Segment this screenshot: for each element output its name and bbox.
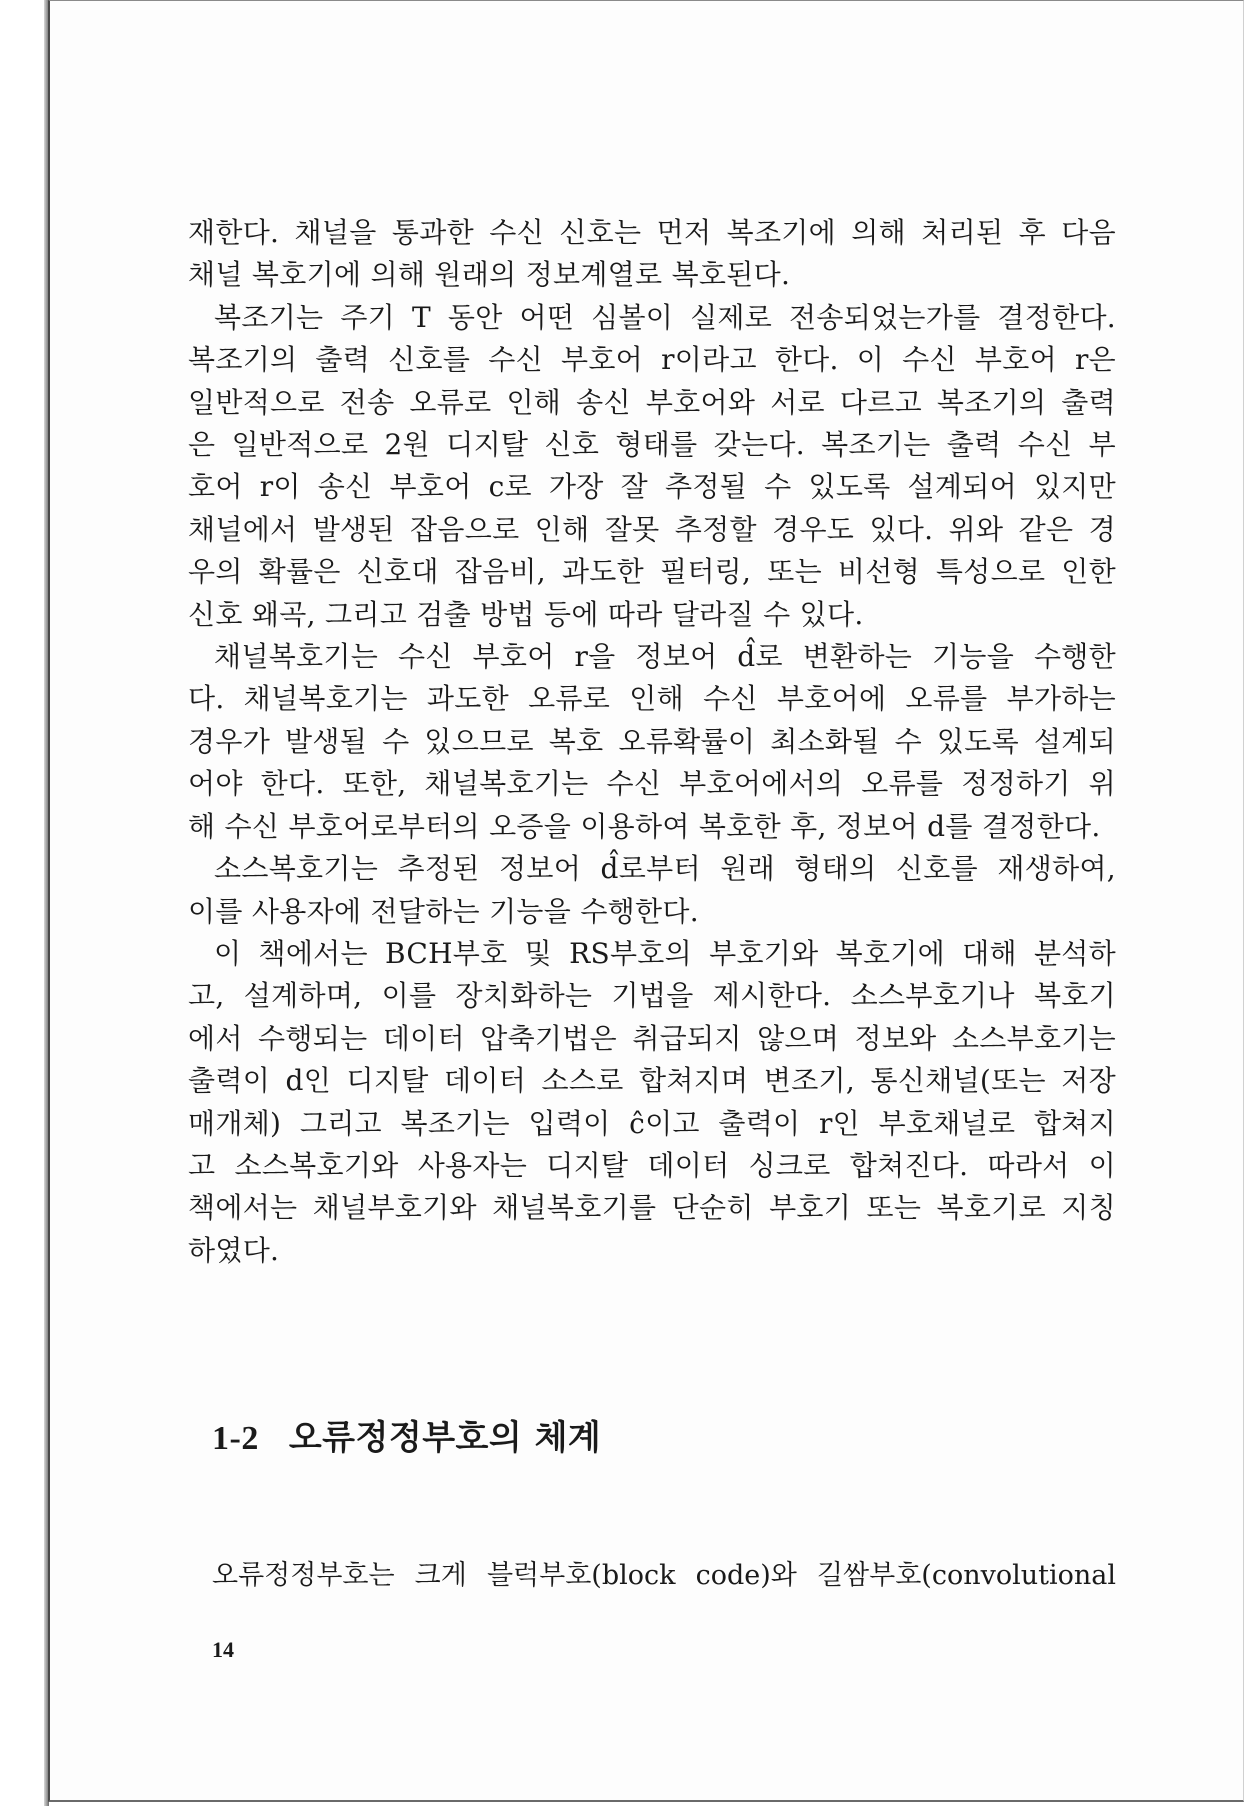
text-line: 어야 한다. 또한, 채널복호기는 수신 부호어에서의 오류를 정정하기 위 — [188, 767, 1116, 801]
text-line: 재한다. 채널을 통과한 수신 신호는 먼저 복조기에 의해 처리된 후 다음 — [188, 216, 1116, 249]
text-line: 은 일반적으로 2원 디지탈 신호 형태를 갖는다. 복조기는 출력 수신 부 — [188, 428, 1116, 462]
text-line: 에서 수행되는 데이터 압축기법은 취급되지 않으며 정보와 소스부호기는 — [188, 1021, 1116, 1055]
body-text — [188, 212, 1116, 1272]
text-line: 경우가 발생될 수 있으므로 복호 오류확률이 최소화될 수 있도록 설계되 — [188, 724, 1116, 758]
section-title: 오류정정부호의 체계 — [288, 1418, 602, 1458]
text-line: 출력이 d인 디지탈 데이터 소스로 합쳐지며 변조기, 통신채널(또는 저장 — [188, 1064, 1116, 1098]
page-number: 14 — [212, 1637, 234, 1662]
text-line: 하였다. — [188, 1233, 280, 1267]
section-number: 1-2 — [212, 1420, 259, 1457]
paragraph — [188, 848, 1116, 933]
text-line: 일반적으로 전송 오류로 인해 송신 부호어와 서로 다르고 복조기의 출력 — [188, 385, 1116, 419]
text-line: 책에서는 채널부호기와 채널복호기를 단순히 부호기 또는 복호기로 지칭 — [188, 1191, 1116, 1225]
text-line: 복조기는 주기 T 동안 어떤 심볼이 실제로 전송되었는가를 결정한다. — [214, 300, 1116, 334]
paragraph — [188, 636, 1116, 848]
paragraph — [188, 933, 1116, 1272]
text-line: 고 소스복호기와 사용자는 디지탈 데이터 싱크로 합쳐진다. 따라서 이 — [188, 1148, 1116, 1182]
section-heading — [212, 1418, 601, 1459]
text-line: 매개체) 그리고 복조기는 입력이 ĉ이고 출력이 r인 부호채널로 합쳐지 — [188, 1106, 1116, 1140]
text-line: 이 책에서는 BCH부호 및 RS부호의 부호기와 복호기에 대해 분석하 — [214, 936, 1116, 970]
text-line: 고, 설계하며, 이를 장치화하는 기법을 제시한다. 소스부호기나 복호기 — [188, 979, 1116, 1013]
text-line: 해 수신 부호어로부터의 오증을 이용하여 복호한 후, 정보어 d를 결정한다. — [188, 809, 1101, 843]
text-line: 다. 채널복호기는 과도한 오류로 인해 수신 부호어에 오류를 부가하는 — [188, 682, 1116, 716]
text-line: 우의 확률은 신호대 잡음비, 과도한 필터링, 또는 비선형 특성으로 인한 — [188, 555, 1116, 589]
paragraph — [188, 212, 1116, 297]
text-line: 이를 사용자에 전달하는 기능을 수행한다. — [188, 894, 699, 928]
text-line: 호어 r이 송신 부호어 c로 가장 잘 추정될 수 있도록 설계되어 있지만 — [188, 470, 1116, 504]
text-line: 채널에서 발생된 잡음으로 인해 잘못 추정할 경우도 있다. 위와 같은 경 — [188, 512, 1116, 546]
text-line: 소스복호기는 추정된 정보어 d̂로부터 원래 형태의 신호를 재생하여, — [214, 852, 1116, 886]
section-first-line: 오류정정부호는 크게 블럭부호(block code)와 길쌈부호(convolutional — [212, 1560, 1116, 1591]
paragraph — [188, 297, 1116, 636]
text-line: 신호 왜곡, 그리고 검출 방법 등에 따라 달라질 수 있다. — [188, 597, 864, 631]
text-line: 채널복호기는 수신 부호어 r을 정보어 d̂로 변환하는 기능을 수행한 — [214, 640, 1116, 674]
text-line: 채널 복호기에 의해 원래의 정보계열로 복호된다. — [188, 258, 791, 292]
text-line: 복조기의 출력 신호를 수신 부호어 r이라고 한다. 이 수신 부호어 r은 — [188, 343, 1116, 377]
